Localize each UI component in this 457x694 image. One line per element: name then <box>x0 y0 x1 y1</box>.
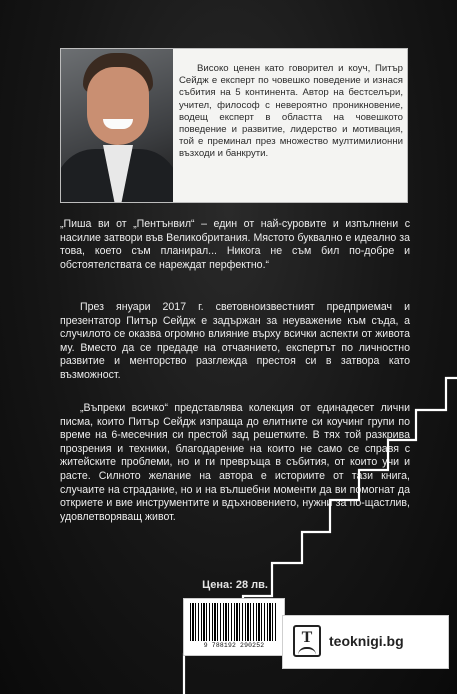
book-logo-icon <box>293 625 321 657</box>
author-photo <box>61 49 173 202</box>
store-name: teoknigi.bg <box>329 633 404 649</box>
barcode-digits: 9 788192 290252 <box>203 642 265 649</box>
description-paragraph-1: През януари 2017 г. световноизвестният предприемач и презентатор Питър Сейдж е задържан за неуважение към съда, а случилото се оказва огромно влияние върху всички аспекти от живота му. Вместо да се предаде на отчаянието, експертът по личностно развитие и менторство разглежда престоя си в затвора като възможност. <box>60 301 410 381</box>
price-label: Цена: 28 лв. <box>202 579 268 591</box>
author-bio-box <box>60 48 408 203</box>
store-badge[interactable] <box>282 615 449 669</box>
quote-paragraph: „Пиша ви от „Пентънвил“ – един от най-суровите и изпълнени с насилие затвори във Великобритания. Мястото буквално е идеално за това, което съм планирал... Никога не съм бил по-добре и обстоятелствата се нареждат перфектно.“ <box>60 218 410 271</box>
isbn-barcode <box>183 598 285 656</box>
author-bio-text: Високо ценен като говорител и коуч, Питър Сейдж е експерт по човешко поведение и изнася събития на 5 континента. Автор на бестселъри, учител, философ с невероятно проникновение, водещ експерт в областта на човешкото поведение и развитие, лидерство и мотивация, той е преминал през множество мултимилионни възходи и банкрути. <box>179 63 403 160</box>
description-paragraph-2: „Въпреки всичко“ представлява колекция от единадесет лични писма, които Питър Сейдж изпраща до елитните си коучинг групи по време на 6-месечния си престой зад решетките. В тях той разкрива прозрения и техники, благодарение на които не само се справя с житейските проблеми, но и ги превръща в събития, от които учи и расте. Силното желание на автора е историите от тази книга, случаите на страдание, но и на вълшебни моменти да ви помогнат да откриете и вие инструментите и вдъхновението, нужни за по-щастлив, удовлетворяващ живот. <box>60 402 410 523</box>
logo-letter: T <box>301 629 313 646</box>
author-face <box>87 67 149 145</box>
barcode-bars <box>190 603 278 641</box>
open-book-icon <box>298 647 316 655</box>
